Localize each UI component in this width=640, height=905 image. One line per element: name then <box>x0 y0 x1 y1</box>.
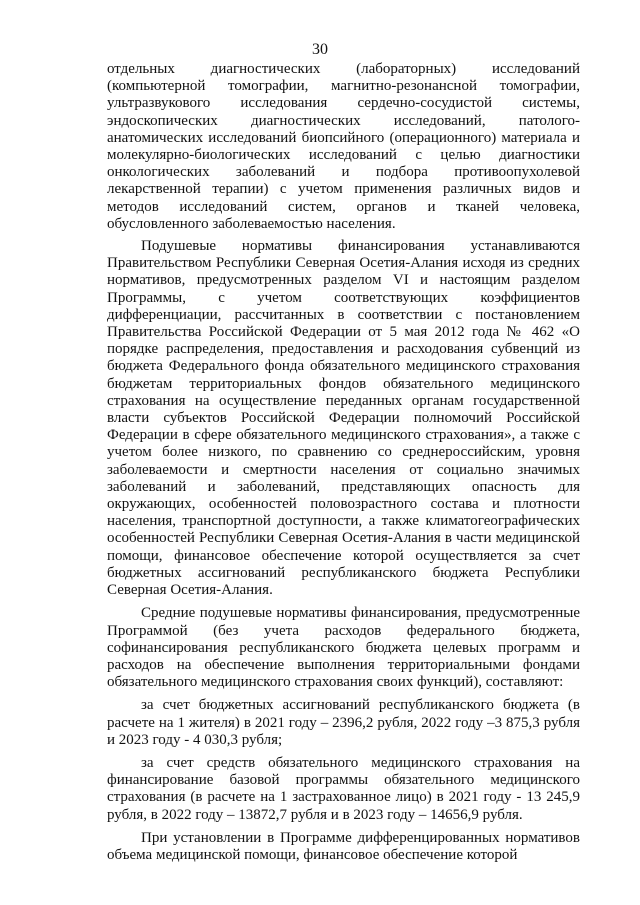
paragraph-diagnostics-continuation: отдельных диагностических (лабораторных) исследований (компьютерной томографии, магнитно-резонансной томографии, ультразвукового исследования сердечно-сосудистой системы, эндоскопических диагностических исследований, патолого-анатомических исследований биопсийного (операционного) материала и молекулярно-биологических исследований с целью диагностики онкологических заболеваний и подбора противоопухолевой лекарственной терапии) с учетом применения различных видов и методов исследований систем, органов и тканей человека, обусловленного заболеваемостью населения. <box>107 61 580 232</box>
document-body <box>107 61 580 870</box>
paragraph-per-capita-standards: Подушевые нормативы финансирования устанавливаются Правительством Республики Северная Осетия-Алания исходя из средних нормативов, предусмотренных разделом VI и настоящим разделом Программы, с учетом соответствующих коэффициентов дифференциации, рассчитанных в соответствии с постановлением Правительства Российской Федерации от 5 мая 2012 года № 462 «О порядке распределения, предоставления и расходования субвенций из бюджета Федерального фонда обязательного медицинского страхования бюджетам территориальных фондов обязательного медицинского страхования на осуществление переданных органам государственной власти субъектов Российской Федерации полномочий Российской Федерации в сфере обязательного медицинского страхования», а также с учетом более низкого, по сравнению со среднероссийским, уровня заболеваемости и смертности населения от социально значимых заболеваний и заболеваний, представляющих опасность для окружающих, особенностей половозрастного состава и плотности населения, транспортной доступности, а также климатогеографических особенностей Республики Северная Осетия-Алания в части медицинской помощи, финансовое обеспечение которой осуществляется за счет бюджетных ассигнований республиканского бюджета Республики Северная Осетия-Алания. <box>107 238 580 599</box>
paragraph-budget-allocations: за счет бюджетных ассигнований республиканского бюджета (в расчете на 1 жителя) в 2021 году – 2396,2 рубля, 2022 году –3 875,3 рубля и 2023 году - 4 030,3 рубля; <box>107 697 580 748</box>
paragraph-differentiated-standards: При установлении в Программе дифференцированных нормативов объема медицинской помощи, финансовое обеспечение которой <box>107 829 580 863</box>
page-number: 30 <box>312 41 328 58</box>
paragraph-average-standards: Средние подушевые нормативы финансирования, предусмотренные Программой (без учета расходов федерального бюджета, софинансирования республиканского бюджета целевых программ и расходов на обеспечение выполнения территориальными фондами обязательного медицинского страхования своих функций), составляют: <box>107 605 580 691</box>
paragraph-insurance-funds: за счет средств обязательного медицинского страхования на финансирование базовой программы обязательного медицинского страхования (в расчете на 1 застрахованное лицо) в 2021 году - 13 245,9 рубля, в 2022 году – 13872,7 рубля и в 2023 году – 14656,9 рубля. <box>107 754 580 823</box>
